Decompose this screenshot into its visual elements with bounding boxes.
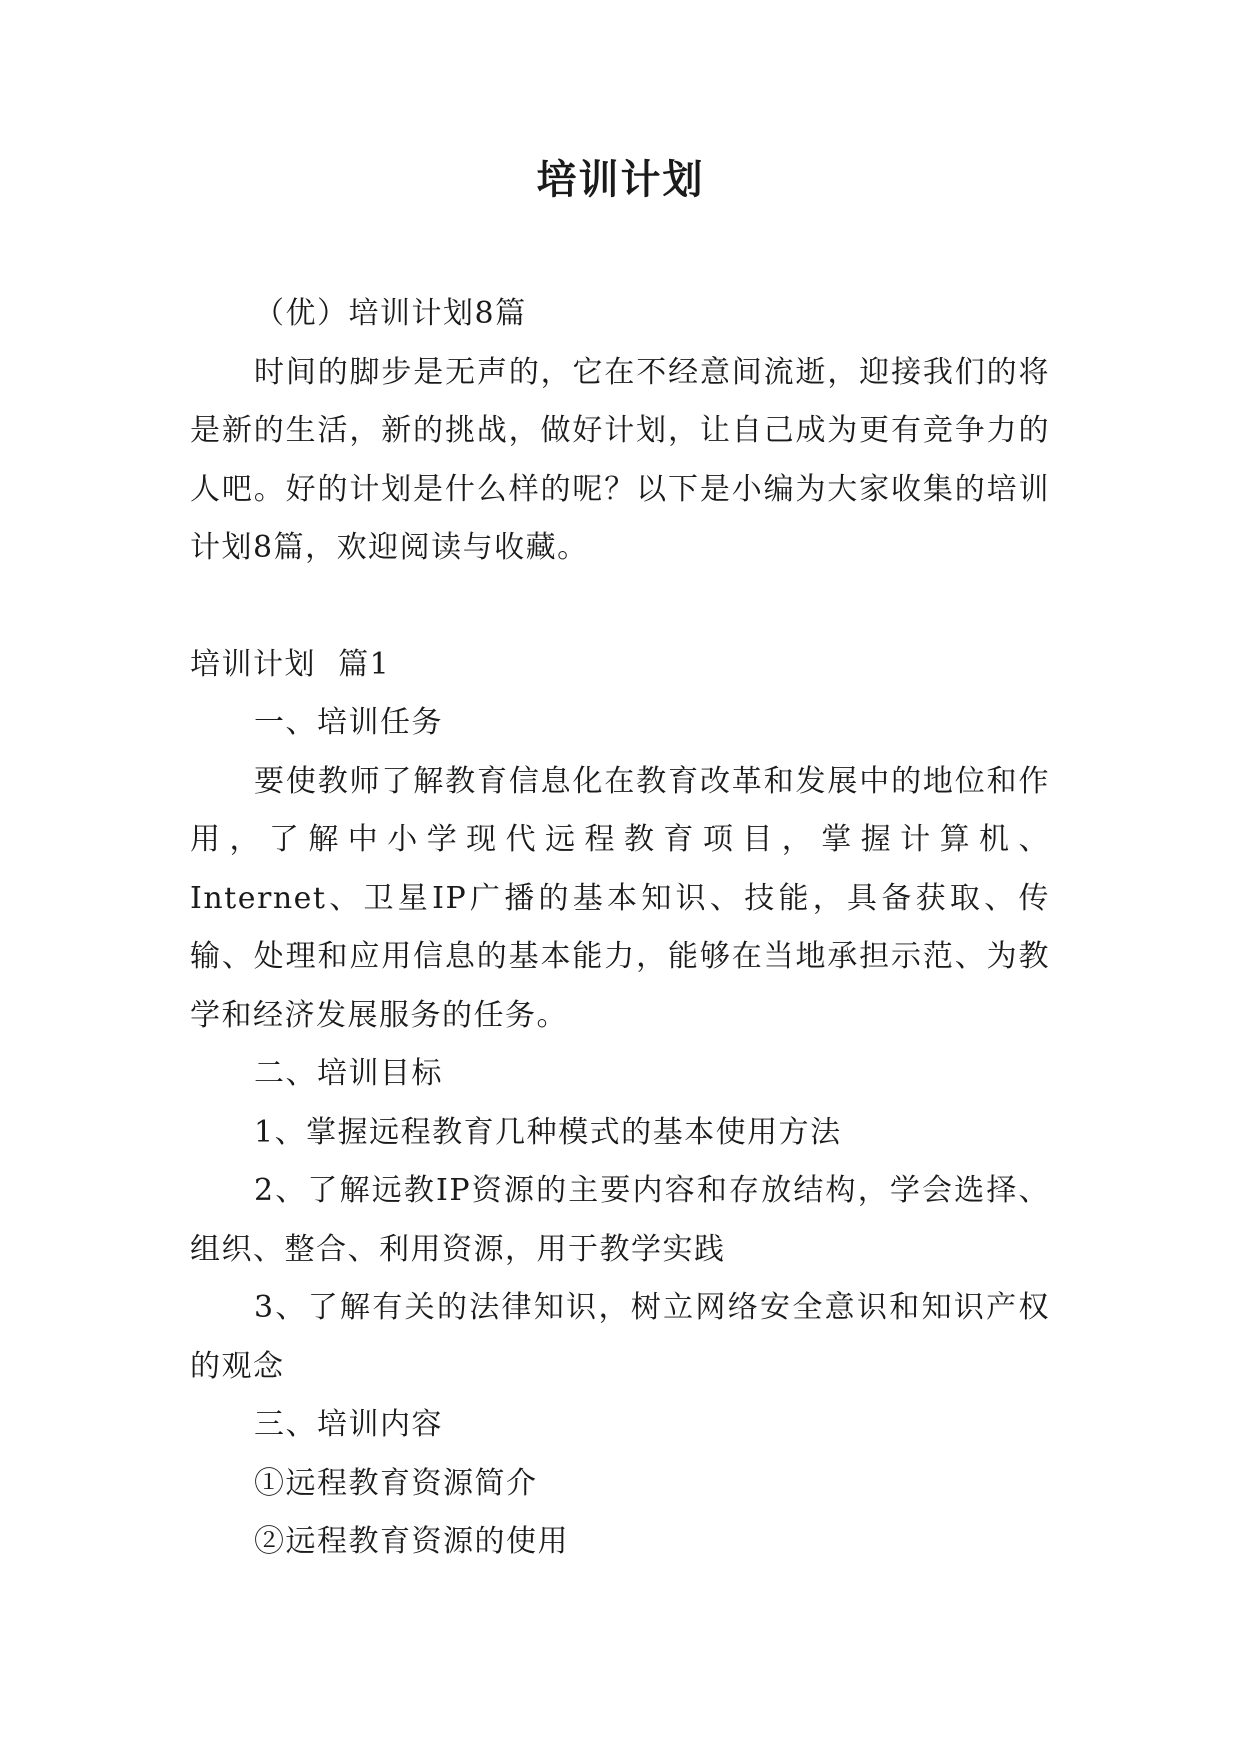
heading-training-content: 三、培训内容 — [254, 1407, 443, 1442]
content-item-1: ①远程教育资源简介 — [254, 1465, 538, 1501]
heading-training-tasks: 一、培训任务 — [254, 705, 443, 740]
spacer — [190, 578, 1050, 636]
paragraph-training-tasks: 要使教师了解教育信息化在教育改革和发展中的地位和作用，了解中小学现代远程教育项目，掌握计算机、Internet、卫星IP广播的基本知识、技能，具备获取、传输、处理和应用信息的基本能力，能够在当地承担示范、为教学和经济发展服务的任务。 — [190, 763, 1050, 1033]
intro-paragraph: 时间的脚步是无声的，它在不经意间流逝，迎接我们的将是新的生活，新的挑战，做好计划，让自己成为更有竞争力的人吧。好的计划是什么样的呢？以下是小编为大家收集的培训计划8篇，欢迎阅读与收藏。 — [190, 354, 1050, 565]
heading-training-goals: 二、培训目标 — [254, 1056, 443, 1091]
section-heading: 培训计划 篇1 — [190, 646, 391, 682]
goal-item-1: 1、掌握远程教育几种模式的基本使用方法 — [254, 1114, 842, 1150]
subtitle: （优）培训计划8篇 — [254, 296, 527, 331]
goal-item-3: 3、了解有关的法律知识，树立网络安全意识和知识产权的观念 — [190, 1290, 1050, 1384]
content-item-2: ②远程教育资源的使用 — [254, 1524, 569, 1559]
document-title: 培训计划 — [536, 156, 705, 203]
document-body — [190, 285, 1050, 1572]
goal-item-2: 2、了解远教IP资源的主要内容和存放结构，学会选择、组织、整合、利用资源，用于教学实践 — [190, 1173, 1050, 1267]
